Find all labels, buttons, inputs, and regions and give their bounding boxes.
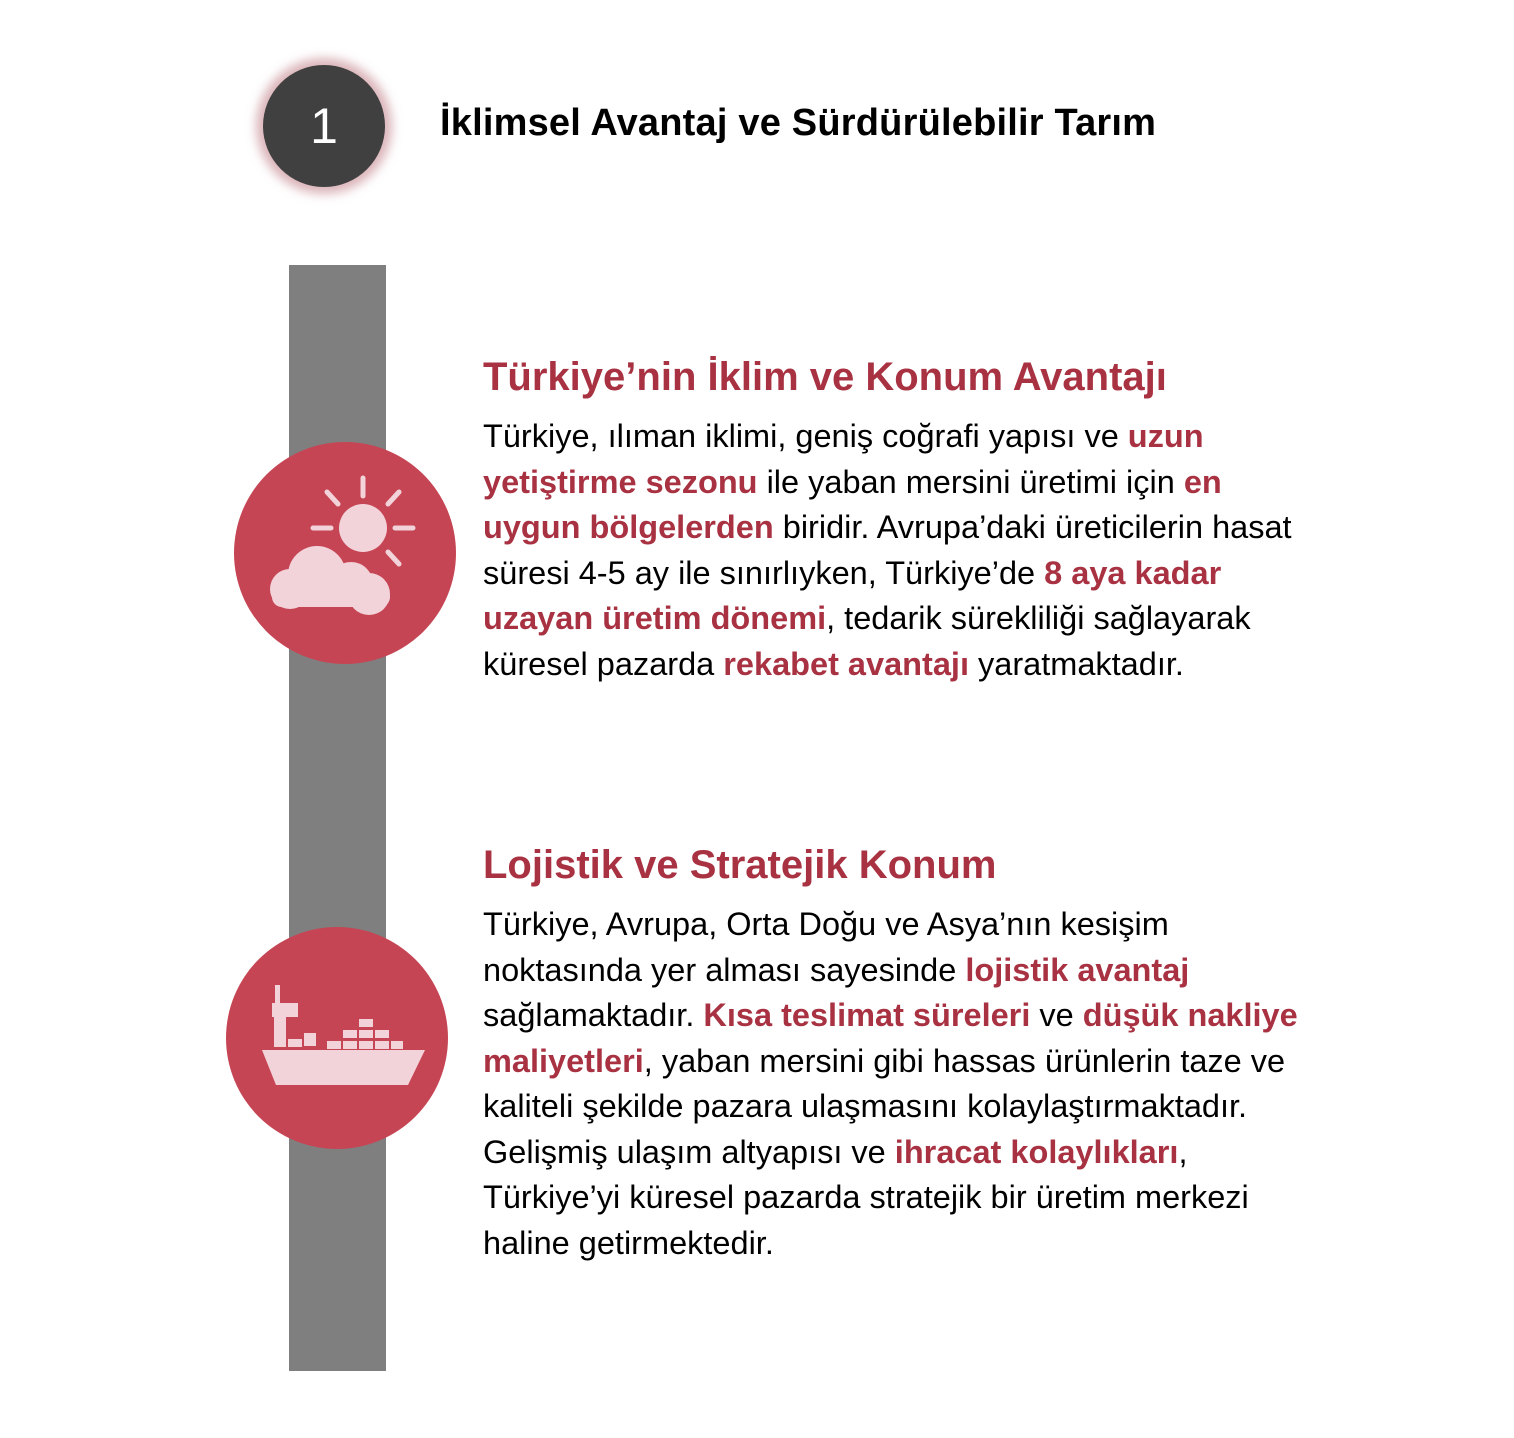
sun-cloud-icon	[234, 442, 456, 664]
body-text: sağlamaktadır.	[483, 997, 704, 1033]
timeline-bar	[289, 265, 386, 1371]
highlight-text: ihracat kolaylıkları	[894, 1133, 1179, 1170]
cargo-ship-icon	[226, 927, 448, 1149]
section-heading: Lojistik ve Stratejik Konum	[483, 843, 997, 887]
section-body	[483, 902, 1303, 1266]
body-text: yaratmaktadır.	[968, 645, 1184, 682]
section-logistics-location	[483, 838, 1303, 1266]
body-text: ile yaban mersini üretimi için	[757, 463, 1184, 500]
body-text: biridir. Avrupa’daki üreticilerin hasat süresi 4-5 ay ile sınırlıyken, Türkiye’de	[483, 509, 1292, 591]
sun-cloud-icon-graphic	[234, 442, 456, 664]
body-text: , tedarik sürekliliği sağlayarak küresel pazarda	[483, 600, 1251, 682]
body-text: Türkiye, ılıman iklimi, geniş coğrafi yapısı ve	[483, 418, 1128, 454]
step-number: 1	[310, 98, 338, 154]
highlight-text: uzun yetiştirme sezonu	[483, 418, 1204, 500]
step-number-badge	[263, 65, 385, 187]
highlight-text: lojistik avantaj	[965, 951, 1190, 988]
cargo-ship-icon-graphic	[226, 927, 448, 1149]
body-text: ve	[1030, 997, 1083, 1033]
body-text: , Türkiye’yi küresel pazarda stratejik bir üretim merkezi haline getirmektedir.	[483, 1133, 1249, 1261]
section-climate-advantage	[483, 350, 1303, 687]
body-text: Türkiye, Avrupa, Orta Doğu ve Asya’nın kesişim noktasında yer alması sayesinde	[483, 906, 1169, 988]
highlight-text: 8 aya kadar uzayan üretim dönemi	[483, 554, 1222, 636]
highlight-text: Kısa teslimat süreleri	[703, 997, 1031, 1033]
body-text: , yaban mersini gibi hassas ürünlerin taze ve kaliteli şekilde pazara ulaşmasını kolaylaştırmaktadır. Gelişmiş ulaşım altyapısı ve	[483, 1042, 1286, 1170]
page-title: İklimsel Avantaj ve Sürdürülebilir Tarım	[440, 102, 1157, 144]
highlight-text: rekabet avantajı	[723, 645, 969, 682]
section-body	[483, 414, 1303, 687]
highlight-text: düşük nakliye maliyetleri	[483, 997, 1298, 1079]
highlight-text: en uygun bölgelerden	[483, 463, 1222, 545]
section-heading: Türkiye’nin İklim ve Konum Avantajı	[483, 355, 1167, 399]
